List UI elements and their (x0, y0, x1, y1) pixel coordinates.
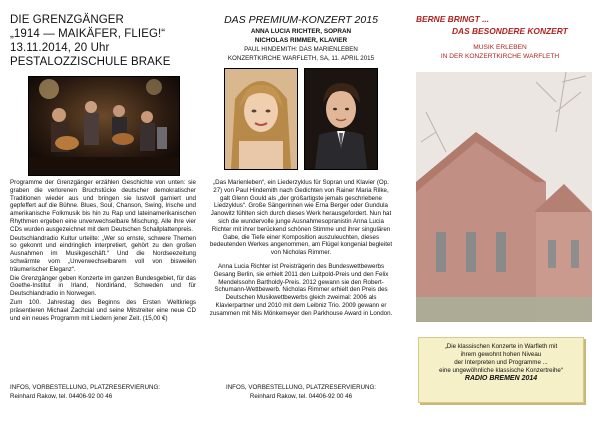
event-venue-line: PESTALOZZISCHULE BRAKE (10, 56, 171, 68)
artists-paragraph: Anna Lucia Richter ist Preisträgerin des Bundeswettbewerbs Gesang Berlin, sie erhielt 2011 den Luitpold-Preis und den Felix Mendelssohn Bartholdy-Preis. 2012 gewann sie den Robert-Schumann-Wettbewerb. Nicholas Rimmer erhielt den Preis des Deutschen Musikwettbewerbs gleich zweimal: 2006 als Klavierpartner und 2010 mit dem Leibniz Trio. 2009 gewann er zusammen mit Nils Mönkemeyer den Parkhouse Award in London. (209, 262, 393, 317)
grenzgaenger-column (10, 0, 196, 424)
info-label: INFOS, VORBESTELLUNG, PLATZRESERVIERUNG: (225, 384, 377, 391)
contact-line: Reinhard Rakow, tel. 04406-92 00 46 (249, 393, 353, 400)
berne-column (408, 0, 592, 424)
premium-concert-column (208, 0, 394, 424)
soprano-portrait (224, 68, 298, 170)
concert-title: DAS PREMIUM-KONZERT 2015 (224, 14, 378, 26)
program-paragraph: Zum 100. Jahrestag des Beginns des Ersten Weltkriegs präsentieren Michael Zachcial und seine Mitstreiter eine neue CD und ein neues Programm mit Liedern jener Zeit. (15,00 €) (10, 298, 196, 322)
event-title-line: „1914 — MAIKÄFER, FLIEG!“ (10, 28, 166, 40)
intro-paragraph: Programme der Grenzgänger erzählen Geschichte von unten: sie graben die verlorenen Bruchstücke deutscher demokratischer Traditionen wieder aus und bringen sie lustvoll garniert und gepfeffert auf die Bühne. Blues, Soul, Chanson, Swing, Irische und amerikanische Folkmusik bis hin zu Rap und lateinamerikanischen Rhythmen ergeben eine unverwechselbare Mischung. Alle ihre vier CDs wurden ausgezeichnet mit dem Deutschen Schallplattenpreis. (10, 179, 196, 233)
pianist-portrait (304, 68, 378, 170)
event-date-line: 13.11.2014, 20 Uhr (10, 42, 110, 54)
concert-venue-date: KONZERTKIRCHE WARFLETH, SA, 11. APRIL 2015 (227, 55, 375, 62)
quote-source: RADIO BREMEN 2014 (464, 375, 538, 382)
performer-piano: NICHOLAS RIMMER, KLAVIER (254, 37, 348, 44)
headline-berne: BERNE BRINGT ... (416, 14, 490, 24)
info-label: INFOS, VORBESTELLUNG, PLATZRESERVIERUNG: (10, 384, 161, 391)
tour-paragraph: Die Grenzgänger geben Konzerte im ganzen Bundesgebiet, für das Goethe-Institut in Irland, Nordirland, Schweden und für Deutschlandradio in Norwegen. (10, 274, 196, 298)
quote-line: ihrem gewohnt hohen Niveau (460, 351, 542, 358)
band-photo (28, 76, 180, 176)
press-paragraph: Deutschlandradio Kultur urteilte: „Wer so ernste, schwere Themen so gekonnt und eindringlich interpretiert, gehört zu den großen Ausnahmen im Musikgeschäft.“ Und die Nordseezeitung schwärmte vom „Unverwechselbarem voll von bisweilen träumerischer Eleganz“. (10, 234, 196, 273)
subheading-musik: MUSIK ERLEBEN (473, 44, 527, 51)
radio-quote-box (418, 337, 584, 403)
subheading-church: IN DER KONZERTKIRCHE WARFLETH (440, 53, 560, 60)
quote-line: „Die klassischen Konzerte in Warfleth mit (444, 343, 558, 350)
program-title: PAUL HINDEMITH: DAS MARIENLEBEN (244, 46, 358, 53)
event-title-line: DIE GRENZGÄNGER (10, 14, 124, 26)
quote-line: der Interpreten und Programme ... (454, 359, 548, 366)
headline-concert: DAS BESONDERE KONZERT (452, 26, 568, 36)
church-photo (416, 72, 592, 322)
contact-line: Reinhard Rakow, tel. 04406-92 00 46 (10, 393, 113, 400)
marienleben-paragraph: „Das Marienleben“, ein Liederzyklus für Sopran und Klavier (Op. 27) von Paul Hindemith nach Gedichten von Rainer Maria Rilke, galt Glenn Gould als „der großartigste jemals geschriebene Liedzyklus“. Große Sängerinnen wie Erna Berger oder Gundula Janowitz fühlten sich durch dieses Werk herausgefordert. Nun hat sich die wundervolle junge Ausnahmesopranistin Anna Lucia Richter mit ihrer berückend schönen Stimme und ihrer singulären Gabe, die Tiefe einer Komposition auszuleuchten, dieses bedeutenden Werkes angenommen, am Flügel kongenial begleitet von Nicholas Rimmer. (209, 179, 393, 257)
performer-soprano: ANNA LUCIA RICHTER, SOPRAN (250, 28, 352, 35)
quote-line: eine ungewöhnliche klassische Konzertreihe“ (439, 367, 563, 374)
